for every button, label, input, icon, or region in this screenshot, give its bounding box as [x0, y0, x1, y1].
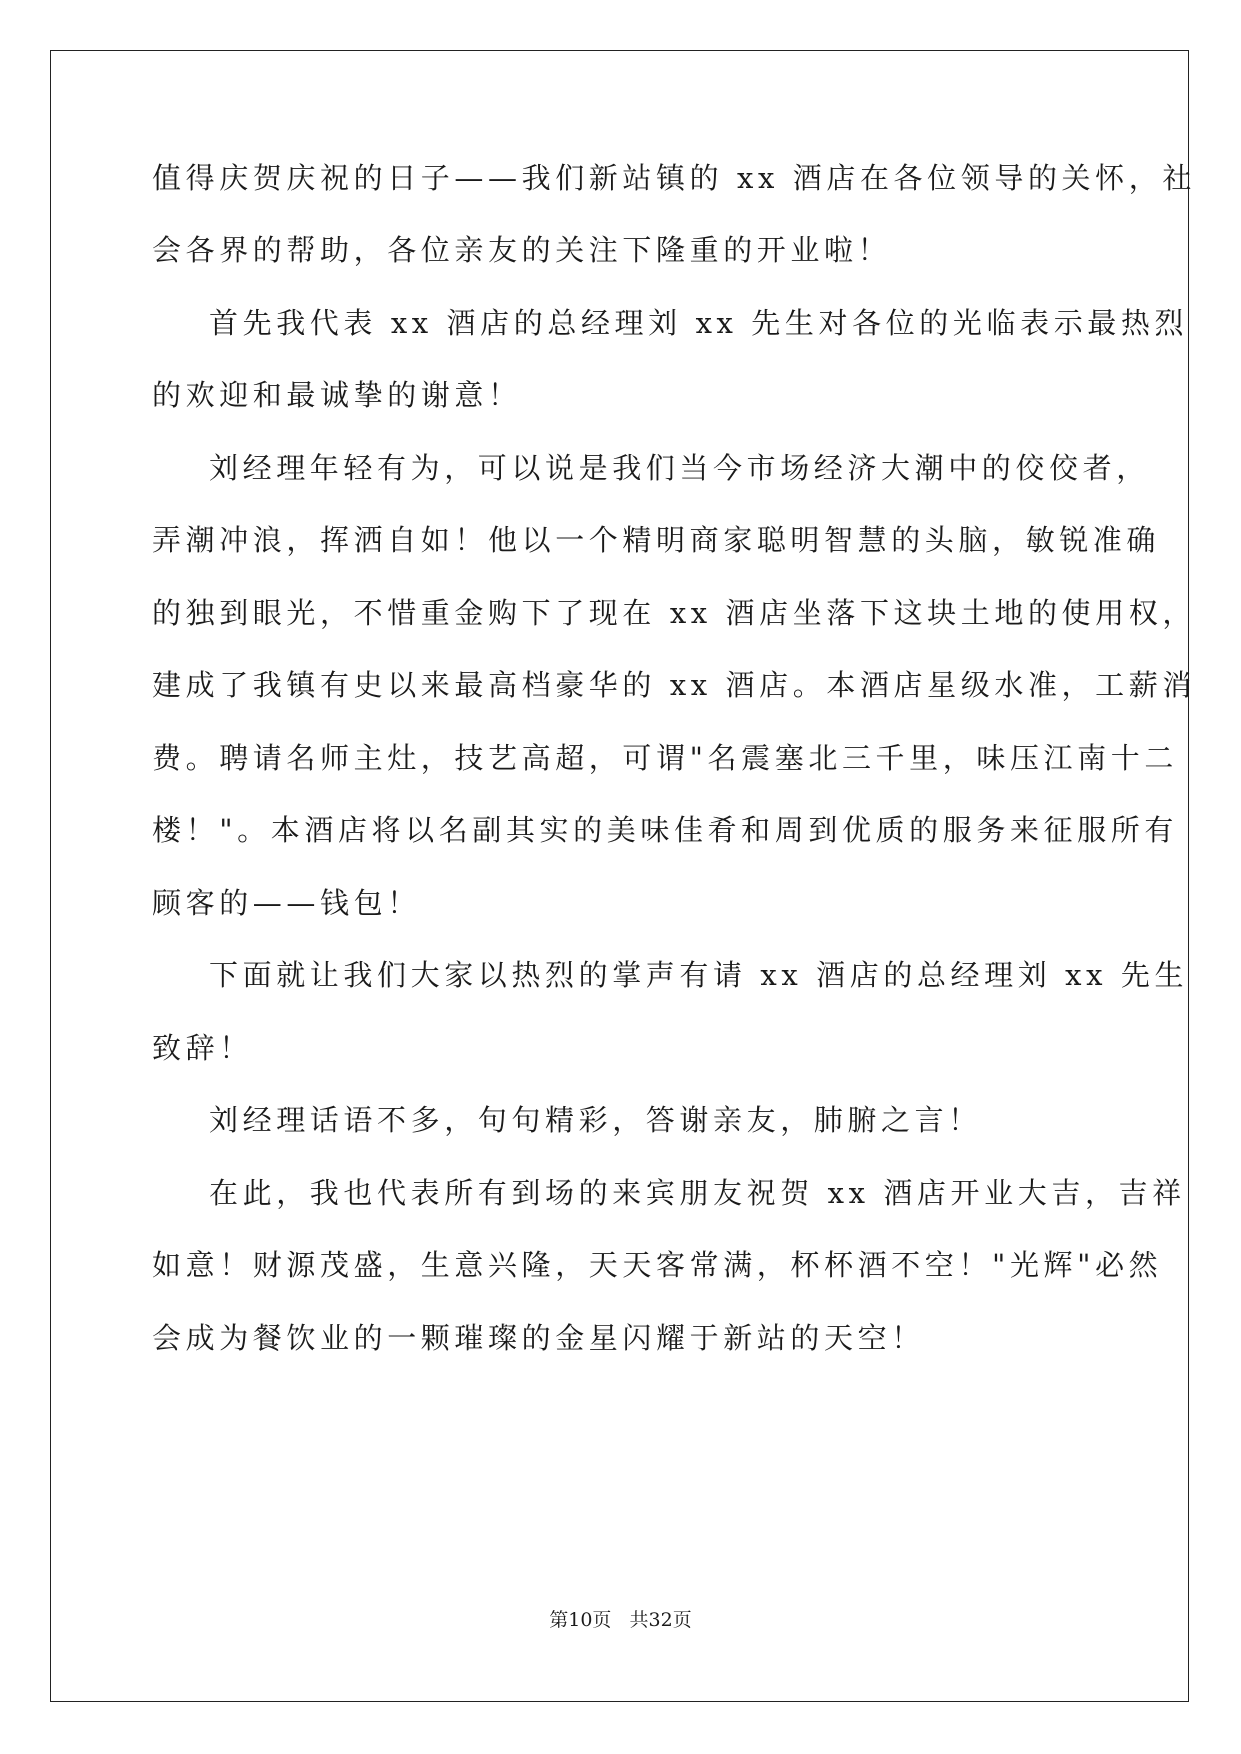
text-line: 值得庆贺庆祝的日子——我们新站镇的 xx 酒店在各位领导的关怀，社 — [152, 161, 1196, 195]
text-line: 弄潮冲浪，挥洒自如！他以一个精明商家聪明智慧的头脑，敏锐准确 — [152, 523, 1161, 557]
text-line: 致辞！ — [152, 1031, 253, 1065]
text-line: 楼！"。本酒店将以名副其实的美味佳肴和周到优质的服务来征服所有 — [152, 813, 1178, 847]
page-number-footer: 第10页 共32页 — [549, 1609, 692, 1631]
text-line: 的欢迎和最诚挚的谢意！ — [152, 378, 522, 412]
text-line: 的独到眼光，不惜重金购下了现在 xx 酒店坐落下这块土地的使用权， — [152, 596, 1196, 630]
text-line: 顾客的——钱包！ — [152, 886, 421, 920]
text-line: 首先我代表 xx 酒店的总经理刘 xx 先生对各位的光临表示最热烈 — [209, 306, 1189, 340]
text-line: 建成了我镇有史以来最高档豪华的 xx 酒店。本酒店星级水准，工薪消 — [152, 668, 1196, 702]
text-line: 费。聘请名师主灶，技艺高超，可谓"名震塞北三千里，味压江南十二 — [152, 741, 1178, 775]
text-line: 刘经理话语不多，句句精彩，答谢亲友，肺腑之言！ — [209, 1103, 982, 1137]
page-border — [50, 50, 1189, 1702]
text-line: 在此，我也代表所有到场的来宾朋友祝贺 xx 酒店开业大吉，吉祥 — [209, 1176, 1186, 1210]
text-line: 会各界的帮助，各位亲友的关注下隆重的开业啦！ — [152, 233, 892, 267]
text-line: 如意！财源茂盛，生意兴隆，天天客常满，杯杯酒不空！"光辉"必然 — [152, 1248, 1163, 1282]
text-line: 刘经理年轻有为，可以说是我们当今市场经济大潮中的佼佼者， — [209, 451, 1150, 485]
text-line: 下面就让我们大家以热烈的掌声有请 xx 酒店的总经理刘 xx 先生 — [209, 958, 1189, 992]
text-line: 会成为餐饮业的一颗璀璨的金星闪耀于新站的天空！ — [152, 1321, 925, 1355]
